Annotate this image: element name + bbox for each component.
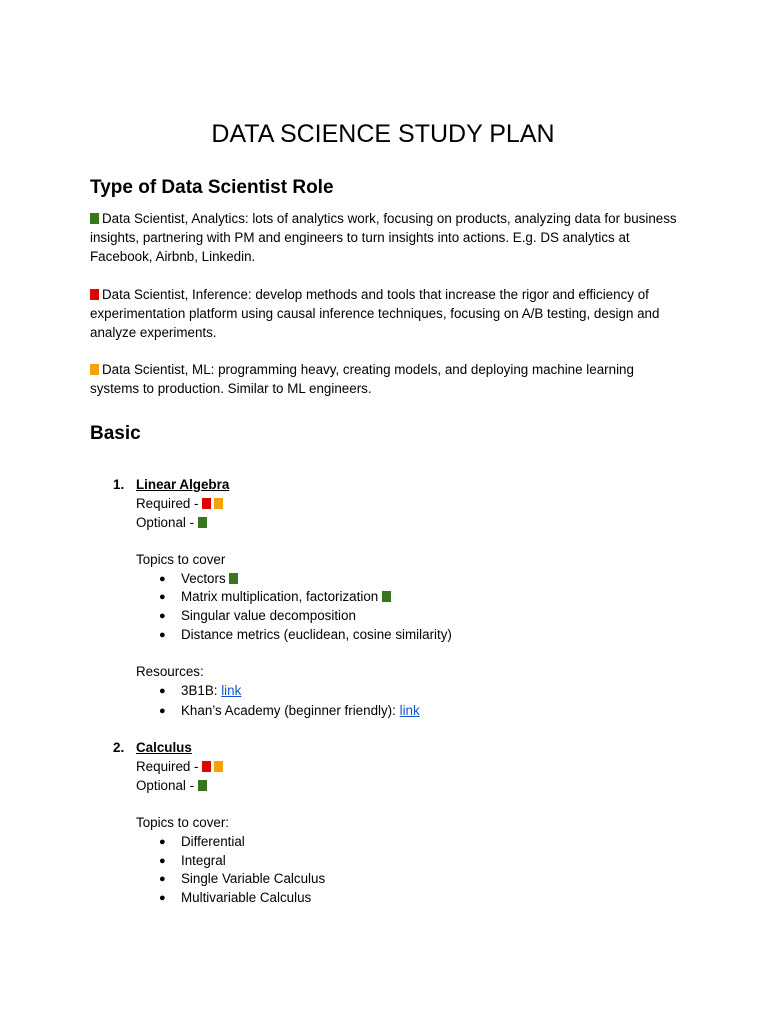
bullet-icon: ● xyxy=(159,610,166,622)
list-item: Distance metrics (euclidean, cosine similarity) xyxy=(181,627,452,642)
bullet-icon: ● xyxy=(159,892,166,904)
topics-label: Topics to cover: xyxy=(136,815,230,830)
bullet-icon: ● xyxy=(159,629,166,641)
list-item xyxy=(181,570,241,589)
roles-heading: Type of Data Scientist Role xyxy=(90,177,334,198)
role-analytics-paragraph xyxy=(90,210,680,266)
resource-label: 3B1B: xyxy=(181,683,222,698)
green-square-icon xyxy=(198,780,207,791)
required-row xyxy=(136,758,226,777)
orange-square-icon xyxy=(214,761,223,772)
green-square-icon xyxy=(382,591,391,602)
section-number: 2. xyxy=(113,740,125,755)
green-square-icon xyxy=(90,213,99,224)
list-item: Multivariable Calculus xyxy=(181,890,312,905)
list-item: Integral xyxy=(181,853,226,868)
green-square-icon xyxy=(198,517,207,528)
section-title-calculus: Calculus xyxy=(136,740,192,755)
bullet-icon: ● xyxy=(159,873,166,885)
bullet-icon: ● xyxy=(159,855,166,867)
required-label: Required - xyxy=(136,759,203,774)
document-title: DATA SCIENCE STUDY PLAN xyxy=(211,120,555,148)
topic-text: Vectors xyxy=(181,571,230,586)
optional-label: Optional - xyxy=(136,515,198,530)
topics-label: Topics to cover xyxy=(136,552,226,567)
bullet-icon: ● xyxy=(159,685,166,697)
role-inference-paragraph xyxy=(90,286,680,342)
list-item: Single Variable Calculus xyxy=(181,871,326,886)
optional-row xyxy=(136,514,210,533)
red-square-icon xyxy=(90,289,99,300)
role-ml-paragraph xyxy=(90,361,680,399)
red-square-icon xyxy=(202,761,211,772)
section-title-linear-algebra: Linear Algebra xyxy=(136,477,230,492)
role-analytics-text: Data Scientist, Analytics: lots of analytics work, focusing on products, analyzing data for business insights, partnering with PM and engineers to turn insights into actions. E.g. DS analytics at Facebook, Airbnb, Linkedin. xyxy=(90,211,677,264)
bullet-icon: ● xyxy=(159,705,166,717)
optional-row xyxy=(136,777,210,796)
orange-square-icon xyxy=(90,364,99,375)
section-number: 1. xyxy=(113,477,125,492)
resource-label: Khan’s Academy (beginner friendly): xyxy=(181,703,400,718)
required-label: Required - xyxy=(136,496,203,511)
orange-square-icon xyxy=(214,498,223,509)
basic-heading: Basic xyxy=(90,423,141,444)
optional-label: Optional - xyxy=(136,778,198,793)
list-item xyxy=(181,702,420,721)
bullet-icon: ● xyxy=(159,573,166,585)
green-square-icon xyxy=(229,573,238,584)
role-inference-text: Data Scientist, Inference: develop methods and tools that increase the rigor and efficiency of experimentation platform using causal inference techniques, focusing on A/B testing, design and analyze experiments. xyxy=(90,287,660,340)
list-item xyxy=(181,682,241,701)
bullet-icon: ● xyxy=(159,836,166,848)
bullet-icon: ● xyxy=(159,591,166,603)
role-ml-text: Data Scientist, ML: programming heavy, creating models, and deploying machine learning systems to production. Similar to ML engineers. xyxy=(90,362,634,396)
topic-text: Matrix multiplication, factorization xyxy=(181,589,382,604)
required-row xyxy=(136,495,226,514)
red-square-icon xyxy=(202,498,211,509)
resource-link-khan-academy[interactable]: link xyxy=(399,703,420,718)
list-item xyxy=(181,588,394,607)
resource-link-3b1b[interactable]: link xyxy=(221,683,242,698)
list-item: Singular value decomposition xyxy=(181,608,356,623)
list-item: Differential xyxy=(181,834,245,849)
resources-label: Resources: xyxy=(136,664,204,679)
